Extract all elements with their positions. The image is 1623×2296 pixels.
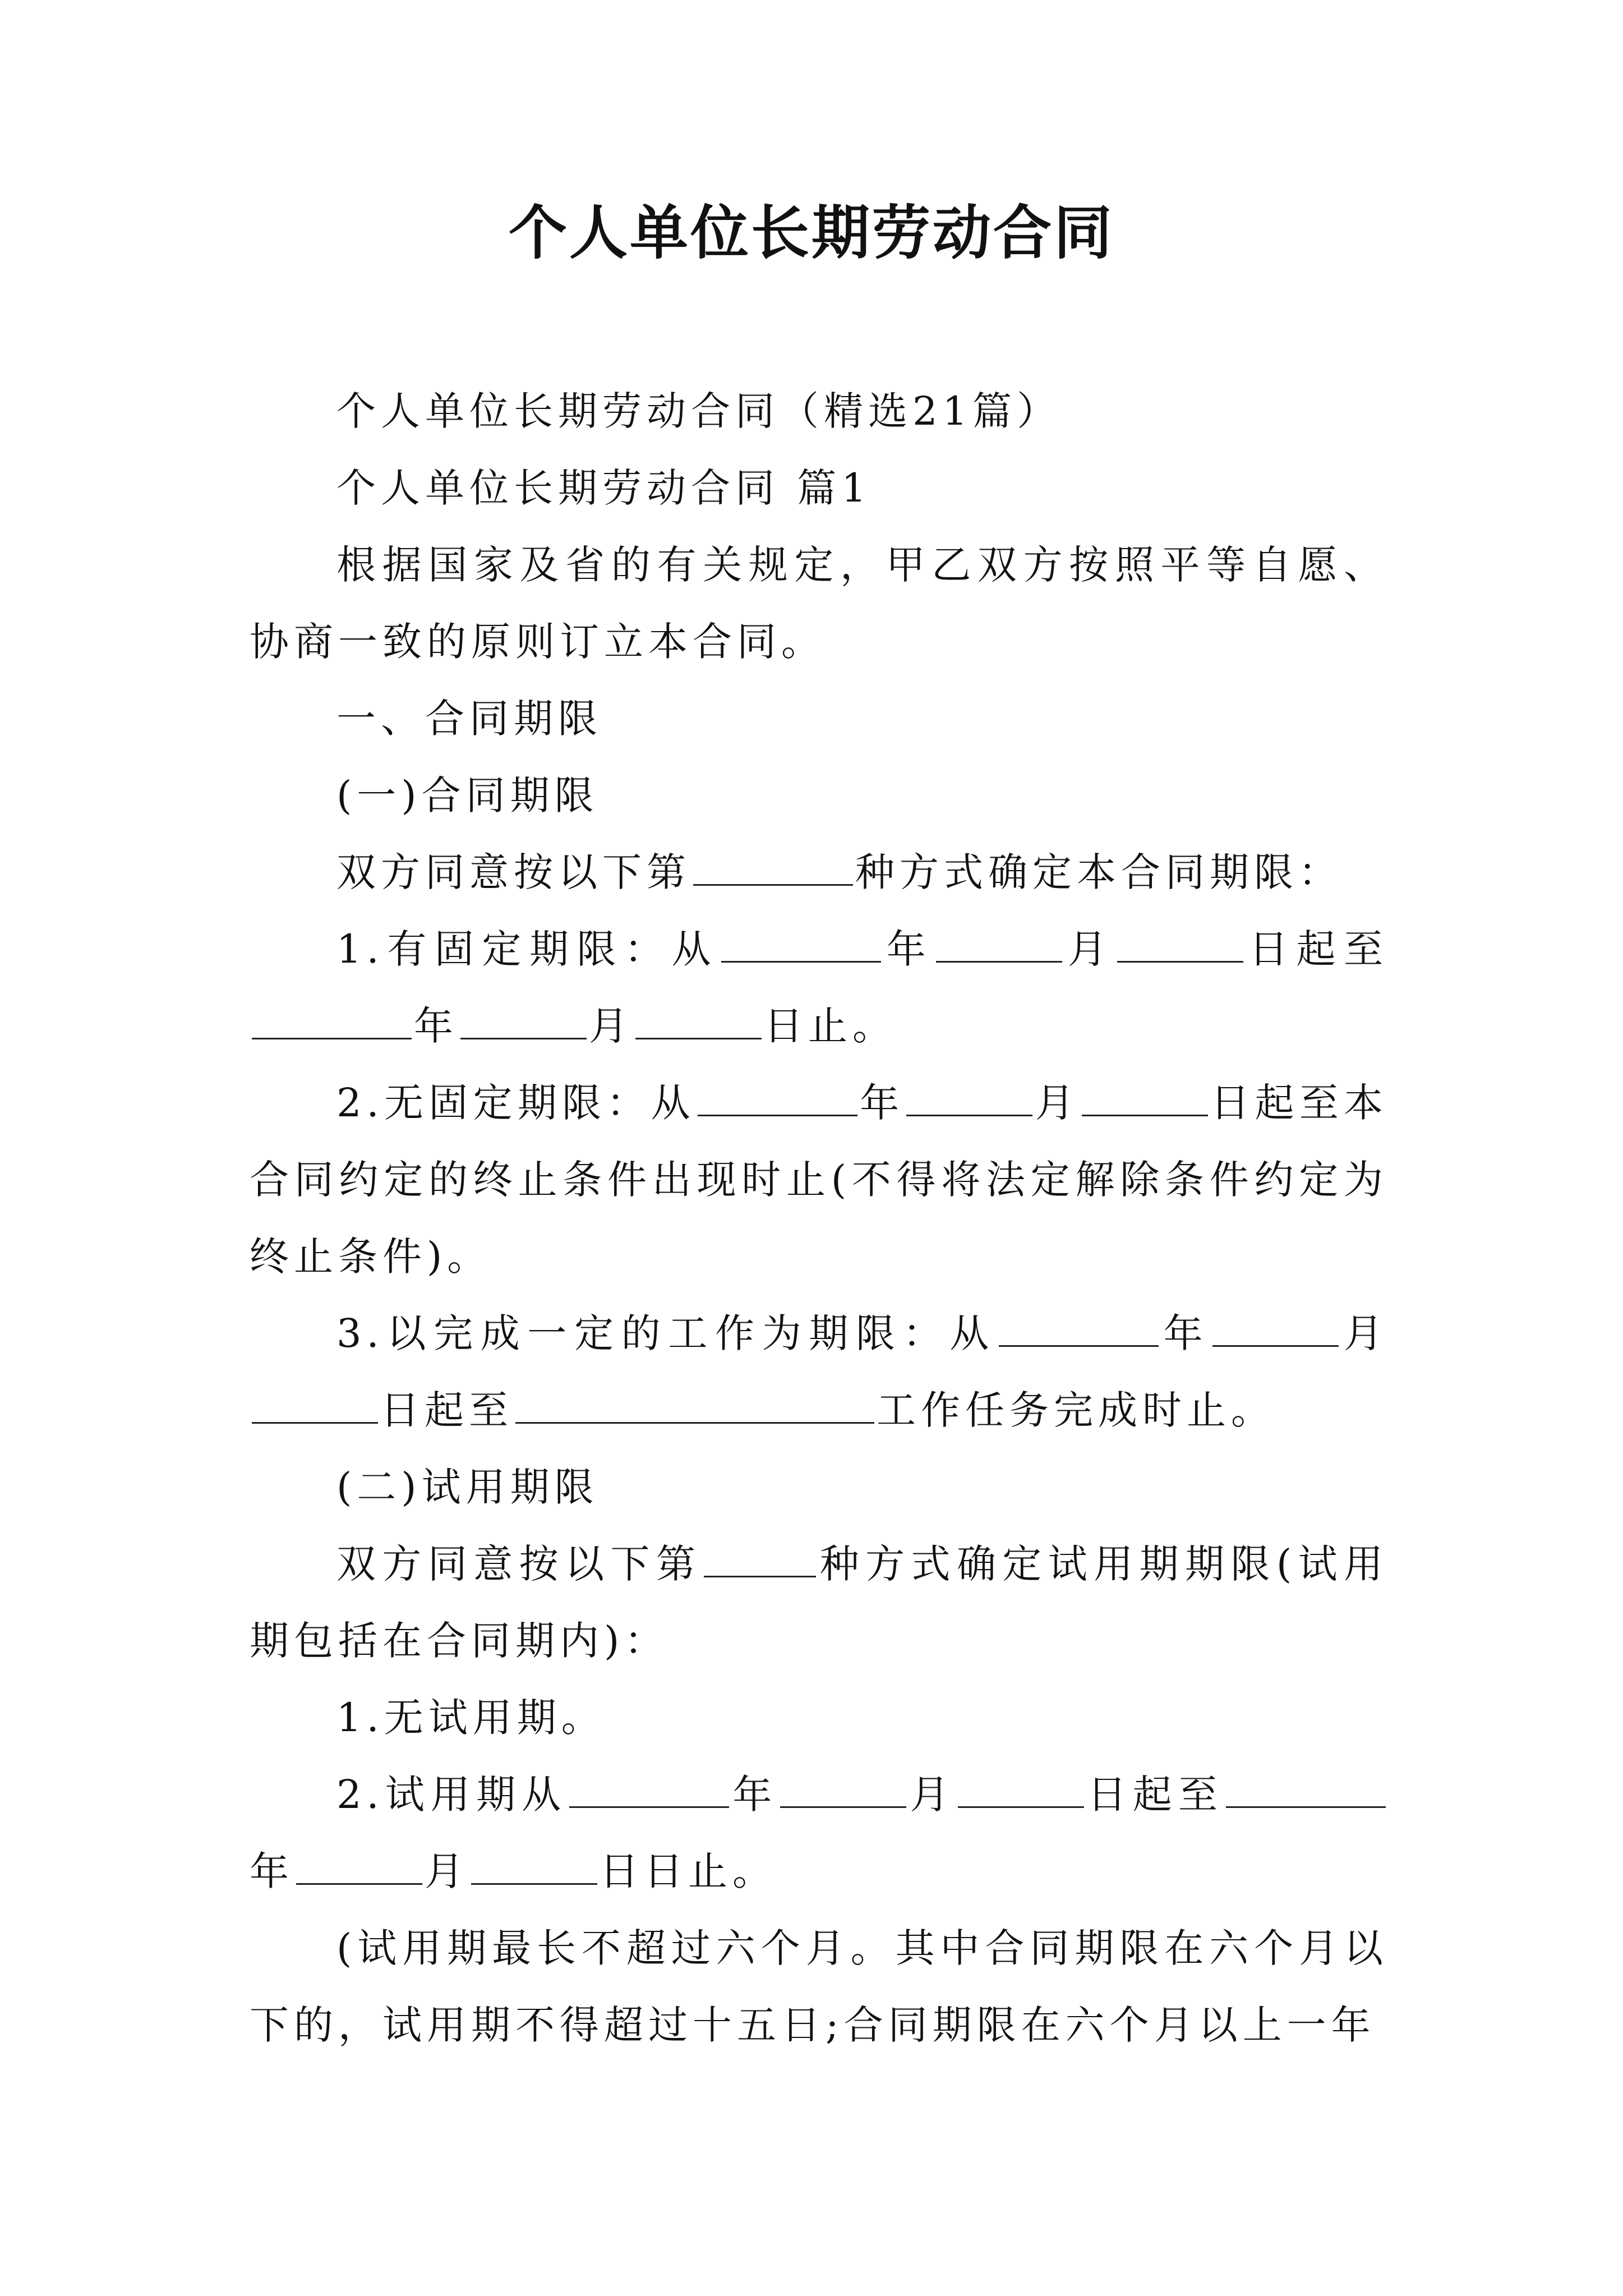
fill-in-blank [698, 1080, 857, 1116]
text-fragment: 3.以完成一定的工作为期限：从 [336, 1310, 997, 1356]
text-fragment: 双方同意按以下第 [336, 849, 691, 895]
fill-in-blank [1226, 1772, 1386, 1808]
intro-paragraph: 根据国家及省的有关规定，甲乙双方按照平等自愿、协商一致的原则订立本合同。 [250, 542, 1388, 665]
fill-in-blank [1212, 1310, 1339, 1347]
fill-in-blank [252, 1387, 378, 1424]
text-fragment: 年 [414, 1003, 458, 1049]
subclause-heading-contract-term: (一)合同期限 [336, 772, 599, 818]
clause-heading-contract-term: 一、合同期限 [336, 696, 602, 742]
text-fragment: 年 [1161, 1310, 1211, 1356]
fill-in-blank [471, 1848, 597, 1885]
document-body [250, 373, 1388, 2064]
text-fragment: 日止。 [764, 1003, 897, 1049]
fill-in-blank [460, 1003, 587, 1039]
text-fragment: 日起至 [1246, 926, 1388, 972]
fill-in-blank [1082, 1080, 1208, 1116]
text-fragment: 月 [1341, 1310, 1389, 1356]
fill-in-blank [958, 1772, 1084, 1808]
text-fragment: 日起至 [380, 1387, 513, 1433]
fill-in-blank [569, 1772, 729, 1808]
text-fragment: 日起至本合同约定的终止条件出现时止(不得将法定解除条件约定为终止条件)。 [250, 1080, 1389, 1280]
text-fragment: 1.有固定期限：从 [336, 926, 720, 972]
text-fragment: 日起至 [1086, 1772, 1224, 1818]
text-fragment: 2.试用期从 [336, 1772, 568, 1818]
fill-in-blank [252, 1003, 412, 1039]
subclause-heading-probation: (二)试用期限 [336, 1464, 599, 1510]
probation-limit-paragraph: (试用期最长不超过六个月。其中合同期限在六个月以下的，试用期不得超过十五日;合同期限在六个月以上一年 [250, 1925, 1388, 2048]
fill-in-blank [721, 926, 881, 963]
fill-in-blank [936, 926, 1062, 963]
fill-in-blank [1117, 926, 1243, 963]
probation-method-paragraph [250, 1526, 1388, 1680]
task-term-paragraph [250, 1295, 1388, 1449]
fill-in-blank [296, 1848, 422, 1885]
text-fragment: 月 [589, 1003, 633, 1049]
contract-term-method-paragraph [250, 834, 1388, 911]
probation-period-paragraph [250, 1756, 1388, 1910]
fill-in-blank [999, 1310, 1159, 1347]
fixed-term-paragraph [250, 911, 1388, 1065]
text-fragment: 日日止。 [600, 1848, 777, 1894]
fill-in-blank [780, 1772, 906, 1808]
no-probation-paragraph: 1.无试用期。 [336, 1695, 606, 1741]
text-fragment: 年 [883, 926, 934, 972]
text-fragment: 工作任务完成时止。 [877, 1387, 1275, 1433]
open-term-paragraph [250, 1065, 1388, 1295]
fill-in-blank [693, 849, 853, 886]
fill-in-blank [635, 1003, 762, 1039]
text-fragment: 年 [859, 1080, 905, 1126]
text-fragment: 种方式确定试用期期限(试用期包括在合同期内)： [250, 1541, 1388, 1664]
fill-in-blank [906, 1080, 1032, 1116]
text-fragment: 年 [731, 1772, 778, 1818]
text-fragment: 月 [425, 1848, 469, 1894]
text-fragment: 种方式确定本合同期限： [855, 849, 1343, 895]
text-fragment: 2.无固定期限：从 [336, 1080, 695, 1126]
document-title: 个人单位长期劳动合同 [508, 198, 1114, 267]
section-heading: 个人单位长期劳动合同 篇1 [336, 465, 872, 511]
text-fragment: 双方同意按以下第 [336, 1541, 702, 1587]
text-fragment: 月 [909, 1772, 956, 1818]
subtitle-line: 个人单位长期劳动合同（精选21篇） [336, 388, 1062, 434]
text-fragment: 年 [250, 1848, 294, 1894]
text-fragment: 月 [1064, 926, 1115, 972]
fill-in-blank [515, 1387, 874, 1424]
text-fragment: 月 [1035, 1080, 1080, 1126]
fill-in-blank [704, 1541, 816, 1577]
